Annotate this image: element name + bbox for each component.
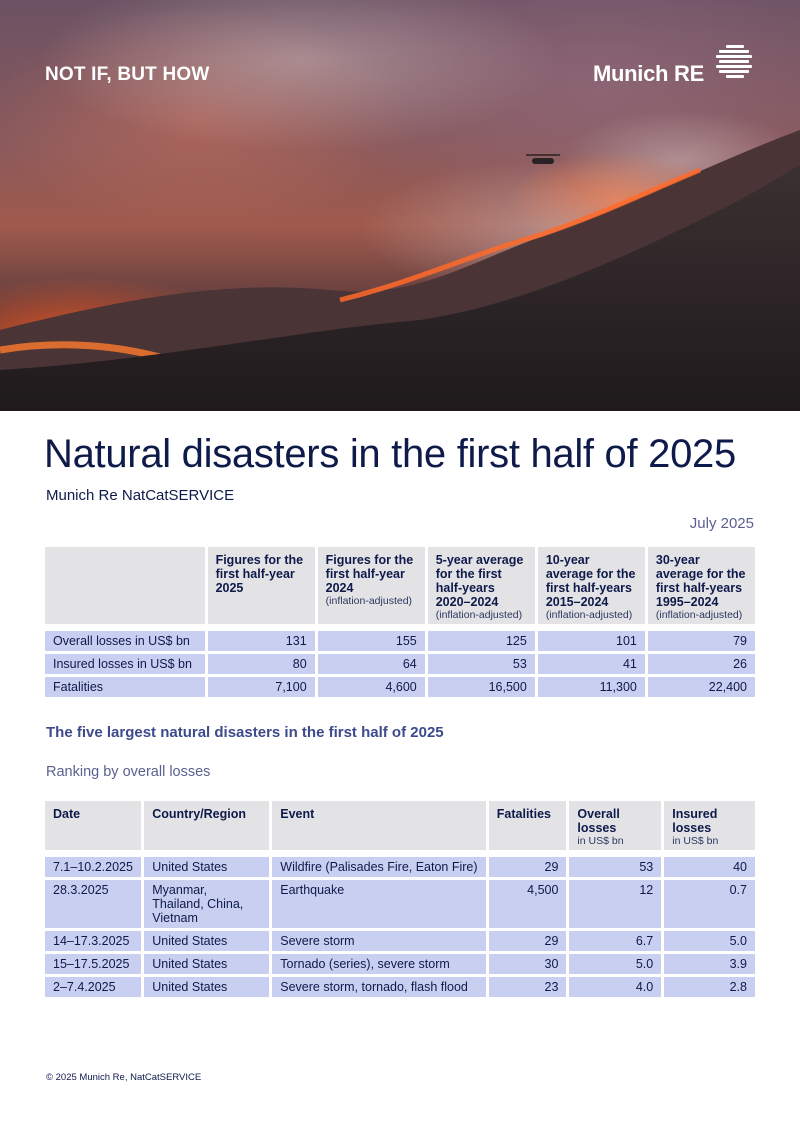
- cell-overall: 6.7: [569, 931, 661, 951]
- row-label: Overall losses in US$ bn: [45, 631, 205, 651]
- cell-fatalities: 29: [489, 931, 567, 951]
- cell-region: United States: [144, 931, 269, 951]
- row-label: Insured losses in US$ bn: [45, 654, 205, 674]
- table-cell: 16,500: [428, 677, 535, 697]
- cell-date: 14–17.3.2025: [45, 931, 141, 951]
- header-fatalities: Fatalities: [489, 801, 567, 850]
- logo-mark-icon: [716, 45, 752, 83]
- header-region: Country/Region: [144, 801, 269, 850]
- copyright-footer: © 2025 Munich Re, NatCatSERVICE: [46, 1072, 202, 1083]
- summary-header-row: [45, 547, 755, 624]
- cell-event: Severe storm, tornado, flash flood: [272, 977, 486, 997]
- table-cell: 26: [648, 654, 755, 674]
- cell-event: Tornado (series), severe storm: [272, 954, 486, 974]
- cell-insured: 2.8: [664, 977, 755, 997]
- cell-overall: 53: [569, 857, 661, 877]
- table-row: [45, 880, 755, 928]
- cell-fatalities: 30: [489, 954, 567, 974]
- table-row: [45, 654, 755, 674]
- table-row: [45, 931, 755, 951]
- table-cell: 22,400: [648, 677, 755, 697]
- logo-text: Munich RE: [593, 61, 704, 86]
- cell-region: United States: [144, 954, 269, 974]
- cell-event: Earthquake: [272, 880, 486, 928]
- disasters-header-row: [45, 801, 755, 850]
- cell-region: United States: [144, 977, 269, 997]
- cell-event: Wildfire (Palisades Fire, Eaton Fire): [272, 857, 486, 877]
- section-title: The five largest natural disasters in the first half of 2025: [46, 724, 444, 741]
- page-title: Natural disasters in the first half of 2025: [44, 432, 736, 476]
- cell-overall: 4.0: [569, 977, 661, 997]
- section-subtitle: Ranking by overall losses: [46, 764, 211, 780]
- cell-insured: 40: [664, 857, 755, 877]
- summary-header-empty: [45, 547, 205, 624]
- table-row: [45, 631, 755, 651]
- table-cell: 79: [648, 631, 755, 651]
- table-cell: 53: [428, 654, 535, 674]
- summary-table: [42, 544, 758, 700]
- table-row: [45, 954, 755, 974]
- cell-date: 28.3.2025: [45, 880, 141, 928]
- cell-insured: 3.9: [664, 954, 755, 974]
- table-cell: 4,600: [318, 677, 425, 697]
- row-label: Fatalities: [45, 677, 205, 697]
- cell-insured: 5.0: [664, 931, 755, 951]
- hero-tagline: NOT IF, BUT HOW: [45, 64, 210, 85]
- publication-date: July 2025: [689, 515, 754, 532]
- table-row: [45, 677, 755, 697]
- table-cell: 7,100: [208, 677, 315, 697]
- cell-insured: 0.7: [664, 880, 755, 928]
- table-row: [45, 977, 755, 997]
- table-cell: 41: [538, 654, 645, 674]
- header-overall-losses: Overall losses in US$ bn: [569, 801, 661, 850]
- cell-fatalities: 29: [489, 857, 567, 877]
- cell-event: Severe storm: [272, 931, 486, 951]
- cell-overall: 12: [569, 880, 661, 928]
- cell-fatalities: 4,500: [489, 880, 567, 928]
- table-cell: 11,300: [538, 677, 645, 697]
- table-cell: 131: [208, 631, 315, 651]
- header-date: Date: [45, 801, 141, 850]
- cell-fatalities: 23: [489, 977, 567, 997]
- table-cell: 80: [208, 654, 315, 674]
- table-cell: 101: [538, 631, 645, 651]
- summary-header-cell: 10-year average for the first half-years 2015–2024 (inflation-adjusted): [538, 547, 645, 624]
- cell-region: Myanmar, Thailand, China, Vietnam: [144, 880, 269, 928]
- cell-date: 15–17.5.2025: [45, 954, 141, 974]
- table-cell: 155: [318, 631, 425, 651]
- header-insured-losses: Insured losses in US$ bn: [664, 801, 755, 850]
- summary-header-cell: Figures for the first half-year 2025: [208, 547, 315, 624]
- munich-re-logo[interactable]: [593, 44, 758, 88]
- page-subtitle: Munich Re NatCatSERVICE: [46, 487, 235, 504]
- table-row: [45, 857, 755, 877]
- summary-header-cell: 5-year average for the first half-years 2020–2024 (inflation-adjusted): [428, 547, 535, 624]
- hero-image: [0, 0, 800, 411]
- table-cell: 64: [318, 654, 425, 674]
- summary-header-cell: Figures for the first half-year 2024 (inflation-adjusted): [318, 547, 425, 624]
- cell-date: 7.1–10.2.2025: [45, 857, 141, 877]
- header-event: Event: [272, 801, 486, 850]
- cell-overall: 5.0: [569, 954, 661, 974]
- cell-region: United States: [144, 857, 269, 877]
- table-cell: 125: [428, 631, 535, 651]
- disasters-table: [42, 798, 758, 1000]
- cell-date: 2–7.4.2025: [45, 977, 141, 997]
- summary-header-cell: 30-year average for the first half-years 1995–2024 (inflation-adjusted): [648, 547, 755, 624]
